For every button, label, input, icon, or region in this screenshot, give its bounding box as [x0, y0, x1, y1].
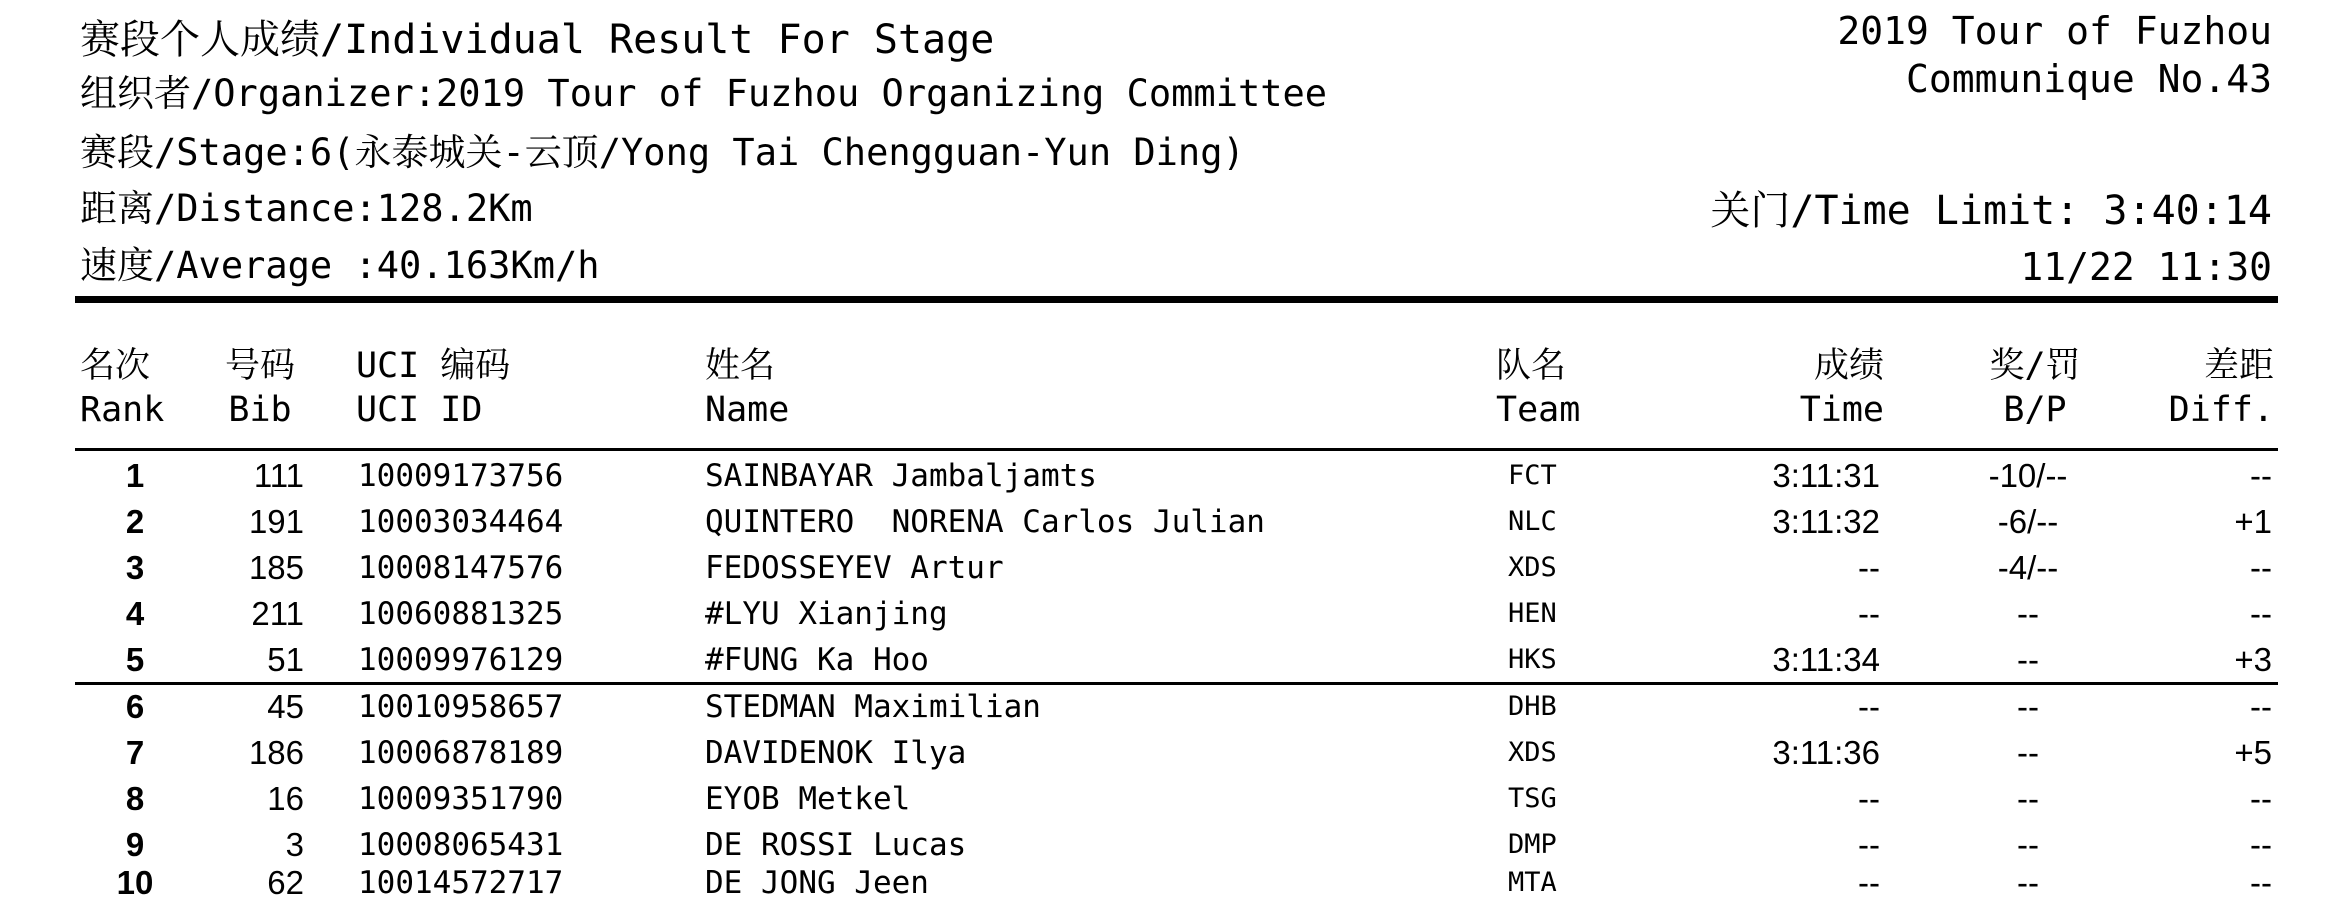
diff-cell: -- [2250, 549, 2272, 586]
rider-name-cell: #FUNG Ka Hoo [705, 642, 929, 678]
time-cell: -- [1858, 549, 1880, 586]
bonus-penalty-cell: -4/-- [1997, 549, 2059, 586]
uci-id-cell: 10010958657 [358, 689, 564, 725]
team-code-cell: DHB [1508, 691, 1557, 722]
column-header-team-en: Team [1496, 390, 1581, 430]
uci-id-cell: 10009976129 [358, 642, 564, 678]
rank-cell: 1 [125, 457, 145, 494]
time-cell: -- [1858, 864, 1880, 901]
column-header-name-en: Name [705, 390, 790, 430]
time-cell: -- [1858, 780, 1880, 817]
column-header-uci-en: UCI ID [356, 390, 483, 430]
table-row [0, 545, 2348, 591]
bonus-penalty-cell: -- [2017, 734, 2039, 771]
bib-cell: 51 [267, 641, 304, 678]
table-row [0, 684, 2348, 730]
rank-cell: 6 [125, 688, 145, 725]
rank-cell: 9 [125, 826, 145, 863]
uci-id-cell: 10014572717 [358, 865, 564, 901]
column-header-uci [356, 344, 510, 432]
column-header-diff-cn: 差距 [2203, 346, 2274, 386]
header-divider [75, 296, 2278, 303]
rank-cell: 7 [125, 734, 145, 771]
uci-id-cell: 10008147576 [358, 550, 564, 586]
team-code-cell: DMP [1508, 829, 1557, 860]
rank-cell: 8 [125, 780, 145, 817]
bonus-penalty-cell: -- [2017, 595, 2039, 632]
bib-cell: 191 [248, 503, 304, 540]
bonus-penalty-cell: -6/-- [1997, 503, 2059, 540]
team-code-cell: TSG [1508, 783, 1557, 814]
event-name: 2019 Tour of Fuzhou [1837, 9, 2272, 53]
bib-cell: 16 [267, 780, 304, 817]
uci-id-cell: 10009351790 [358, 781, 564, 817]
diff-cell: -- [2250, 688, 2272, 725]
organizer-line: 组织者/Organizer:2019 Tour of Fuzhou Organizing Committee [80, 72, 1328, 115]
rider-name-cell: FEDOSSEYEV Artur [705, 550, 1004, 586]
bonus-penalty-cell: -10/-- [1988, 457, 2068, 494]
team-code-cell: NLC [1508, 506, 1557, 537]
table-row [0, 730, 2348, 776]
bonus-penalty-cell: -- [2017, 688, 2039, 725]
rank-cell: 5 [125, 641, 145, 678]
diff-cell: -- [2250, 826, 2272, 863]
column-header-diff [2130, 344, 2274, 432]
bib-cell: 3 [285, 826, 304, 863]
table-header-divider [75, 448, 2278, 451]
rider-name-cell: DAVIDENOK Ilya [705, 735, 967, 771]
communique-number: Communique No.43 [1905, 57, 2272, 101]
time-cell: 3:11:36 [1772, 734, 1880, 771]
table-row [0, 776, 2348, 822]
time-limit: 关门/Time Limit: 3:40:14 [1710, 188, 2272, 234]
column-header-name-cn: 姓名 [705, 346, 776, 386]
diff-cell: -- [2250, 780, 2272, 817]
diff-cell: +5 [2234, 734, 2272, 771]
time-cell: 3:11:31 [1772, 457, 1880, 494]
rider-name-cell: STEDMAN Maximilian [705, 689, 1041, 725]
column-header-team-cn: 队名 [1496, 346, 1567, 386]
column-header-uci-cn: UCI 编码 [356, 346, 511, 386]
column-header-bib-cn: 号码 [224, 346, 295, 386]
column-header-rank [80, 344, 164, 432]
table-row [0, 453, 2348, 499]
diff-cell: -- [2250, 457, 2272, 494]
column-header-time-cn: 成绩 [1813, 346, 1884, 386]
time-cell: -- [1858, 595, 1880, 632]
table-row [0, 591, 2348, 637]
rider-name-cell: QUINTERO NORENA Carlos Julian [705, 504, 1265, 540]
diff-cell: -- [2250, 864, 2272, 901]
document-title: 赛段个人成绩/Individual Result For Stage [80, 17, 995, 63]
rank-cell: 3 [125, 549, 145, 586]
bonus-penalty-cell: -- [2017, 641, 2039, 678]
team-code-cell: XDS [1508, 737, 1557, 768]
bonus-penalty-cell: -- [2017, 780, 2039, 817]
bib-cell: 186 [248, 734, 304, 771]
uci-id-cell: 10008065431 [358, 827, 564, 863]
time-cell: 3:11:32 [1772, 503, 1880, 540]
issue-datetime: 11/22 11:30 [2020, 245, 2272, 289]
team-code-cell: FCT [1508, 460, 1557, 491]
uci-id-cell: 10009173756 [358, 458, 564, 494]
table-row [0, 637, 2348, 683]
column-header-bp-en: B/P [2003, 390, 2067, 430]
time-cell: 3:11:34 [1772, 641, 1880, 678]
bib-cell: 185 [248, 549, 304, 586]
team-code-cell: MTA [1508, 867, 1557, 898]
average-speed-line: 速度/Average :40.163Km/h [80, 244, 600, 287]
column-header-team [1496, 344, 1580, 432]
bib-cell: 62 [267, 864, 304, 901]
table-row [0, 860, 2348, 906]
bonus-penalty-cell: -- [2017, 864, 2039, 901]
rank-cell: 4 [125, 595, 145, 632]
time-cell: -- [1858, 688, 1880, 725]
column-header-time [1760, 344, 1884, 432]
column-header-rank-en: Rank [80, 390, 165, 430]
rank-cell: 10 [116, 864, 154, 901]
bib-cell: 45 [267, 688, 304, 725]
table-row [0, 499, 2348, 545]
stage-line: 赛段/Stage:6(永泰城关-云顶/Yong Tai Chengguan-Yun Ding) [80, 131, 1245, 174]
column-header-bib-en: Bib [228, 390, 292, 430]
team-code-cell: HEN [1508, 598, 1557, 629]
bib-cell: 111 [253, 457, 304, 494]
column-header-bonus-penalty [1980, 344, 2090, 432]
diff-cell: +3 [2234, 641, 2272, 678]
uci-id-cell: 10006878189 [358, 735, 564, 771]
team-code-cell: HKS [1508, 644, 1557, 675]
rank-cell: 2 [125, 503, 145, 540]
uci-id-cell: 10003034464 [358, 504, 564, 540]
column-header-bp-cn: 奖/罚 [1989, 346, 2081, 386]
column-header-name [705, 344, 789, 432]
rider-name-cell: DE JONG Jeen [705, 865, 929, 901]
rider-name-cell: SAINBAYAR Jambaljamts [705, 458, 1097, 494]
rider-name-cell: #LYU Xianjing [705, 596, 948, 632]
team-code-cell: XDS [1508, 552, 1557, 583]
rider-name-cell: EYOB Metkel [705, 781, 911, 817]
column-header-bib [218, 344, 302, 432]
distance-line: 距离/Distance:128.2Km [80, 187, 533, 230]
time-cell: -- [1858, 826, 1880, 863]
column-header-rank-cn: 名次 [80, 346, 151, 386]
bib-cell: 211 [251, 595, 304, 632]
column-header-time-en: Time [1799, 390, 1884, 430]
diff-cell: +1 [2234, 503, 2272, 540]
uci-id-cell: 10060881325 [358, 596, 564, 632]
rider-name-cell: DE ROSSI Lucas [705, 827, 967, 863]
column-header-diff-en: Diff. [2168, 390, 2274, 430]
diff-cell: -- [2250, 595, 2272, 632]
bonus-penalty-cell: -- [2017, 826, 2039, 863]
